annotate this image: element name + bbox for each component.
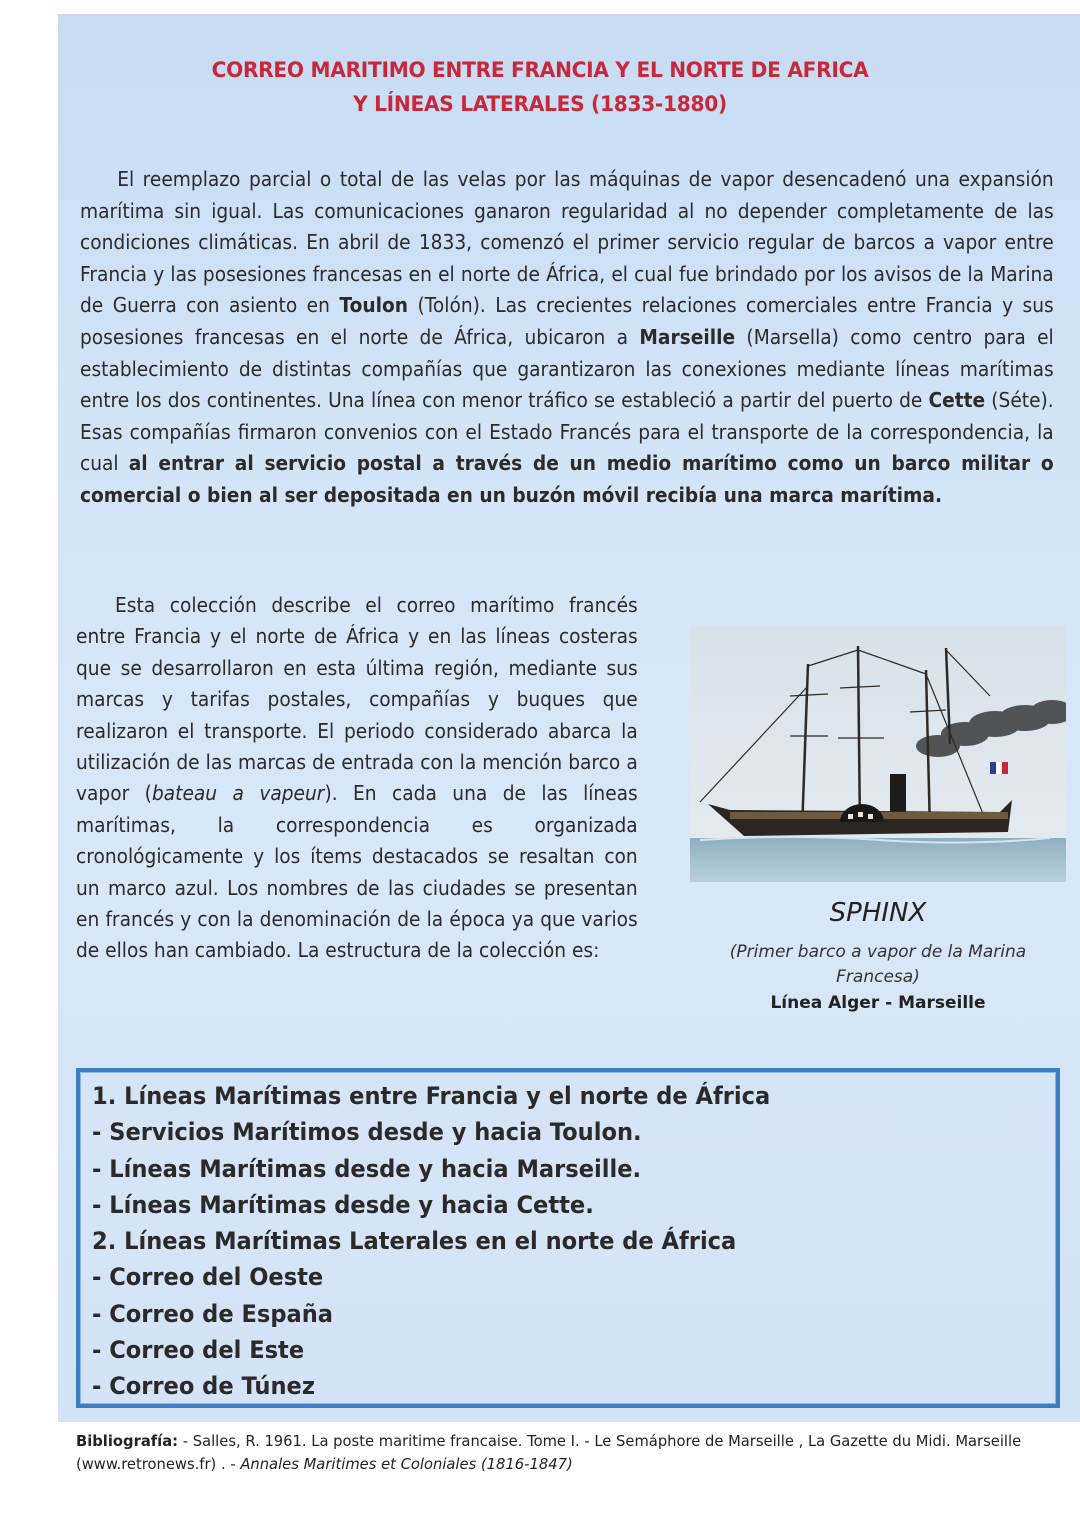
structure-item: - Líneas Marítimas desde y hacia Cette. xyxy=(92,1190,594,1219)
marseille-highlight: Marseille xyxy=(639,324,736,349)
structure-item: - Correo de Túnez xyxy=(92,1372,315,1401)
french-flag xyxy=(990,762,1008,774)
structure-item: - Servicios Marítimos desde y hacia Toulon. xyxy=(92,1118,642,1147)
structure-item: - Correo de España xyxy=(92,1299,333,1328)
structure-item: 1. Líneas Marítimas entre Francia y el norte de África xyxy=(92,1082,771,1110)
maritime-mark-statement: al entrar al servicio postal a través de un medio marítimo como un barco militar o comercial o bien al ser depositada en un buzón móvil recibía una marca marítima. xyxy=(80,451,1054,507)
page-title-line1: CORREO MARITIMO ENTRE FRANCIA Y EL NORTE DE AFRICA xyxy=(211,58,869,82)
ship-route-caption: Línea Alger - Marseille xyxy=(770,993,986,1013)
ship-illustration xyxy=(690,626,1066,882)
cette-highlight: Cette xyxy=(928,388,986,413)
bibliography-label: Bibliografía: xyxy=(76,1432,179,1450)
collection-paragraph: Esta colección describe el correo marítimo francés entre Francia y el norte de África y en las líneas costeras que se desarrollaron en esta última región, mediante sus marcas y tarifas postales, compañías y buques que realizaron el transporte. El periodo considerado abarca la utilización de las marcas de entrada con la mención barco a vapor (bateau a vapeur). En cada una de las líneas marítimas, la correspondencia es organizada cronológicamente y los ítems destacados se resaltan con un marco azul. Los nombres de las ciudades se presentan en francés y con la denominación de la época ya que varios de ellos han cambiado. La estructura de la colección es: xyxy=(76,593,638,963)
structure-item: - Correo del Este xyxy=(92,1336,305,1365)
toulon-highlight: Toulon xyxy=(339,293,408,318)
ship-name-caption: SPHINX xyxy=(829,898,927,928)
bateau-a-vapeur-term: bateau a vapeur xyxy=(151,781,325,806)
intro-paragraph: El reemplazo parcial o total de las velas por las máquinas de vapor desencadenó una expansión marítima sin igual. Las comunicaciones ganaron regularidad al no depender completamente de las condiciones climáticas. En abril de 1833, comenzó el primer servicio regular de barcos a vapor entre Francia y las posesiones francesas en el norte de África, el cual fue brindado por los avisos de la Marina de Guerra con asiento en Toulon (Tolón). Las crecientes relaciones comerciales entre Francia y sus posesiones francesas en el norte de África, ubicaron a Marseille (Marsella) como centro para el establecimiento de distintas compañías que garantizaron las conexiones mediante líneas marítimas entre los dos continentes. Una línea con menor tráfico se estableció a partir del puerto de Cette (Séte). Esas compañías firmaron convenios con el Estado Francés para el transporte de la correspondencia, la cual al entrar al servicio postal a través de un medio marítimo como un barco militar o comercial o bien al ser depositada en un buzón móvil recibía una marca marítima. xyxy=(80,167,1054,507)
collection-structure-box xyxy=(76,1068,1060,1408)
bibliography: Bibliografía: - Salles, R. 1961. La poste maritime francaise. Tome I. - Le Semáphore de Marseille , La Gazette du Midi. Marseille (www.retronews.fr) . - Annales Maritimes et Coloniales (1816-1847) xyxy=(76,1432,1022,1473)
structure-item: - Correo del Oeste xyxy=(92,1263,324,1292)
bibliography-italic-ref: Annales Maritimes et Coloniales (1816-1847) xyxy=(240,1455,573,1473)
structure-item: 2. Líneas Marítimas Laterales en el norte de África xyxy=(92,1227,737,1256)
page-title-line2: Y LÍNEAS LATERALES (1833-1880) xyxy=(353,92,727,116)
ship-description-caption: (Primer barco a vapor de la Marina Francesa) xyxy=(729,942,1027,987)
structure-item: - Líneas Marítimas desde y hacia Marseille. xyxy=(92,1154,642,1183)
